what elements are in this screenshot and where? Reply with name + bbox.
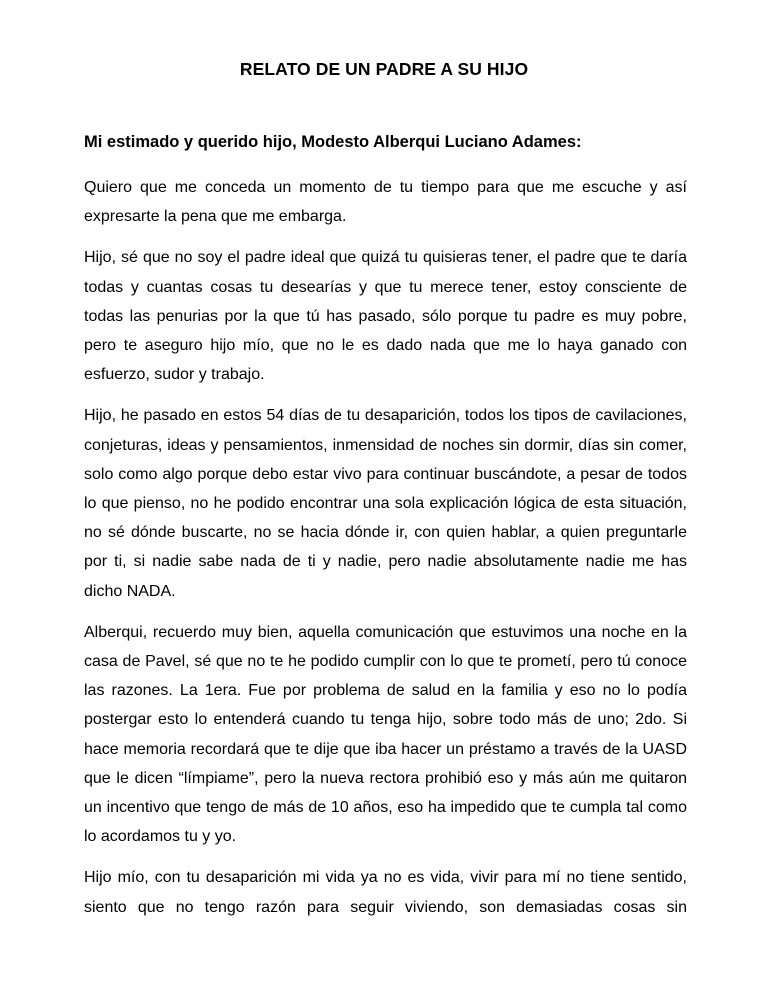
document-title: RELATO DE UN PADRE A SU HIJO [239, 59, 529, 79]
paragraph-1: Quiero que me conceda un momento de tu tiempo para que me escuche y así expresarte la pena que me embarga. [84, 179, 687, 226]
letter-salutation: Mi estimado y querido hijo, Modesto Alberqui Luciano Adames: [84, 133, 582, 151]
paragraph-3: Hijo, he pasado en estos 54 días de tu desaparición, todos los tipos de cavilaciones, conjeturas, ideas y pensamientos, inmensidad de noches sin dormir, días sin comer, solo como algo porque debo estar vivo para continuar buscándote, a pesar de todos lo que pienso, no he podido encontrar una sola explicación lógica de esta situación, no sé dónde buscarte, no se hacia dónde ir, con quien hablar, a quien preguntarle por ti, si nadie sabe nada de ti y nadie, pero nadie absolutamente nadie me has dicho NADA. [84, 407, 687, 600]
paragraph-4: Alberqui, recuerdo muy bien, aquella comunicación que estuvimos una noche en la casa de Pavel, sé que no te he podido cumplir con lo que te prometí, pero tú conoce las razones. La 1era. Fue por problema de salud en la familia y eso no lo podía postergar esto lo entenderá cuando tu tenga hijo, sobre todo más de uno; 2do. Si hace memoria recordará que te dije que iba hacer un préstamo a través de la UASD que le dicen “límpiame”, pero la nueva rectora prohibió eso y más aún me quitaron un incentivo que tengo de más de 10 años, eso ha impedido que te cumpla tal como lo acordamos tu y yo. [84, 623, 687, 846]
paragraph-2: Hijo, sé que no soy el padre ideal que quizá tu quisieras tener, el padre que te daría todas y cuantas cosas tu desearías y que tu merece tener, estoy consciente de todas las penurias por la que tú has pasado, sólo porque tu padre es muy pobre, pero te aseguro hijo mío, que no le es dado nada que me lo haya ganado con esfuerzo, sudor y trabajo. [84, 249, 687, 384]
letter-body [84, 173, 687, 934]
paragraph-5: Hijo mío, con tu desaparición mi vida ya no es vida, vivir para mí no tiene sentido, siento que no tengo razón para seguir viviendo, son demasiadas cosas sin [84, 869, 687, 916]
